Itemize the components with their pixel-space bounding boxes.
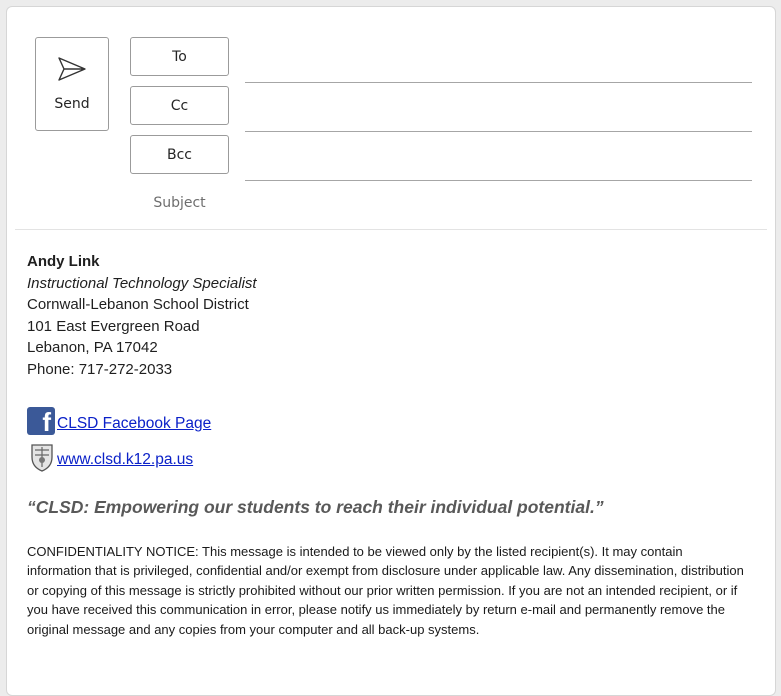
header-divider (15, 229, 767, 230)
subject-field[interactable] (245, 190, 752, 220)
signature-title: Instructional Technology Specialist (27, 274, 257, 292)
bcc-button[interactable]: Bcc (130, 135, 229, 174)
bcc-field[interactable] (245, 150, 752, 181)
to-field[interactable] (245, 52, 752, 83)
facebook-icon: f (27, 407, 55, 435)
facebook-link[interactable]: CLSD Facebook Page (57, 414, 212, 432)
signature-address-line2: Lebanon, PA 17042 (27, 339, 158, 357)
subject-label: Subject (153, 195, 206, 211)
facebook-link-row (27, 405, 747, 441)
paper-plane-icon (57, 56, 87, 82)
cc-button[interactable]: Cc (130, 86, 229, 125)
signature-address-line1: 101 East Evergreen Road (27, 317, 200, 335)
message-body[interactable] (27, 251, 747, 640)
send-label: Send (54, 96, 90, 112)
website-link[interactable]: www.clsd.k12.pa.us (57, 450, 194, 468)
signature-block (27, 251, 747, 381)
send-button[interactable] (35, 37, 109, 131)
signature-org: Cornwall-Lebanon School District (27, 296, 249, 314)
district-crest-icon (29, 441, 55, 473)
confidentiality-notice: CONFIDENTIALITY NOTICE: This message is intended to be viewed only by the listed recipient(s). It may contain information that is privileged, confidential and/or exempt from disclosure under applicable law. Any dissemination, distribution or copying of this message is strictly prohibited without our prior written permission. If you are not an intended recipient, or if you have received this communication in error, please notify us immediately by return e-mail and permanently remove the original message and any copies from your computer and all back-up systems. (27, 543, 744, 637)
district-motto: “CLSD: Empowering our students to reach their individual potential.” (27, 496, 604, 517)
website-link-row (27, 441, 747, 477)
signature-phone: Phone: 717-272-2033 (27, 360, 173, 378)
compose-pane (6, 6, 776, 696)
signature-name: Andy Link (27, 253, 100, 270)
to-button[interactable]: To (130, 37, 229, 76)
cc-field[interactable] (245, 101, 752, 132)
